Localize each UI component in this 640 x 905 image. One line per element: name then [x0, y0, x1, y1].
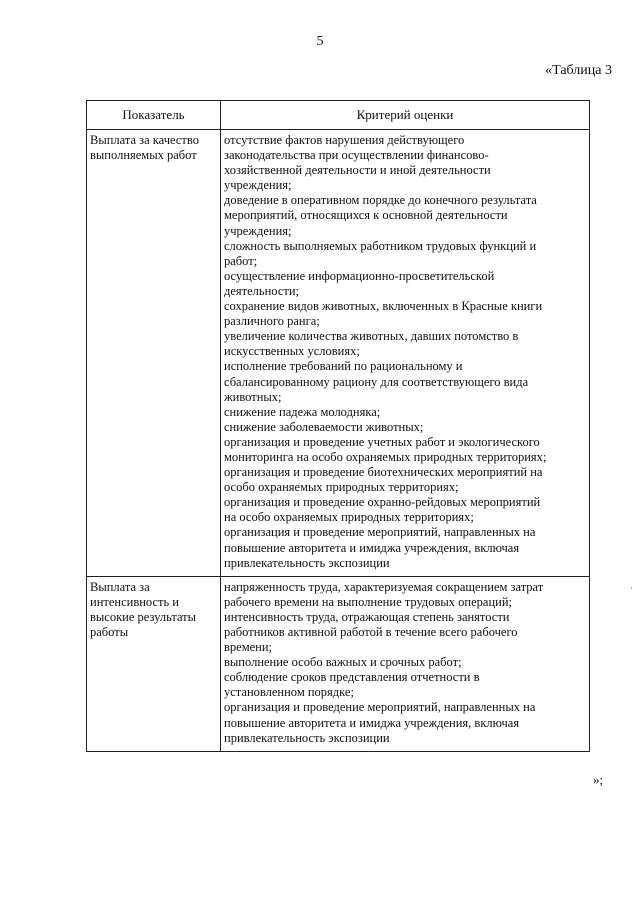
criteria-line: исполнение требований по рациональному и [224, 359, 463, 374]
closing-quote: »; [593, 772, 604, 787]
criteria-line: организация и проведение учетных работ и экологического [224, 434, 540, 449]
indicator-line: выполняемых работ [90, 148, 197, 163]
table-caption: «Таблица 3 [545, 63, 612, 78]
criteria-line: мероприятий, относящихся к основной деятельности [224, 208, 508, 223]
criteria-line: животных; [224, 389, 282, 404]
page-number: 5 [316, 34, 324, 49]
table-header-row [87, 101, 590, 130]
header-criteria: Критерий оценки [221, 101, 590, 130]
criteria-line: хозяйственной деятельности и иной деятельности [224, 163, 491, 178]
indicator-line: работы [90, 625, 129, 639]
criteria-line: организация и проведение биотехнических мероприятий на [224, 465, 543, 480]
criteria-line: доведение в оперативном порядке до конечного результата [224, 193, 537, 208]
criteria-line: законодательства при осуществлении финансово- [224, 148, 489, 163]
criteria-table [86, 100, 590, 752]
criteria-line: организация и проведение мероприятий, направленных на [224, 525, 536, 540]
table-row [87, 130, 590, 577]
criteria-line: работ; [224, 253, 258, 268]
criteria-line: выполнение особо важных и срочных работ; [224, 655, 462, 670]
margin-mark: · [630, 583, 633, 593]
criteria-line: осуществление информационно-просветительской [224, 268, 495, 283]
criteria-line: снижение падежа молодняка; [224, 404, 381, 419]
criteria-cell [221, 130, 590, 577]
criteria-line: соблюдение сроков представления отчетности в [224, 670, 480, 685]
indicator-line: Выплата за качество [90, 133, 199, 147]
criteria-line: привлекательность экспозиции [224, 730, 390, 745]
indicator-line: Выплата за [90, 579, 150, 594]
criteria-line: особо охраняемых природных территориях; [224, 480, 459, 495]
criteria-line: организация и проведение мероприятий, направленных на [224, 700, 536, 715]
criteria-line: работников активной работой в течение всего рабочего [224, 625, 518, 639]
header-indicator: Показатель [87, 101, 221, 130]
criteria-line: сохранение видов животных, включенных в Красные книги [224, 299, 543, 314]
indicator-line: высокие результаты [90, 609, 197, 624]
criteria-cell [221, 576, 590, 751]
criteria-line: привлекательность экспозиции [224, 555, 390, 570]
criteria-line: повышение авторитета и имиджа учреждения, включая [224, 715, 520, 730]
criteria-line: увеличение количества животных, давших потомство в [224, 329, 519, 344]
criteria-line: сложность выполняемых работником трудовых функций и [224, 238, 537, 253]
criteria-line: мониторинга на особо охраняемых природных территориях; [224, 449, 547, 464]
criteria-line: установленном порядке; [224, 685, 354, 700]
criteria-line: на особо охраняемых природных территориях; [224, 510, 474, 525]
indicator-line: интенсивность и [90, 594, 179, 609]
criteria-line: сбалансированному рациону для соответствующего вида [224, 374, 529, 389]
table-row [87, 576, 590, 751]
criteria-line: деятельности; [224, 283, 300, 298]
criteria-line: снижение заболеваемости животных; [224, 419, 424, 434]
criteria-line: интенсивность труда, отражающая степень занятости [224, 609, 510, 624]
criteria-line: различного ранга; [224, 314, 320, 329]
indicator-cell [87, 130, 221, 577]
criteria-line: учреждения; [224, 178, 292, 193]
criteria-line: искусственных условиях; [224, 344, 360, 359]
criteria-line: повышение авторитета и имиджа учреждения, включая [224, 540, 520, 555]
criteria-line: времени; [224, 640, 273, 655]
criteria-line: напряженность труда, характеризуемая сокращением затрат [224, 579, 544, 594]
criteria-line: рабочего времени на выполнение трудовых операций; [224, 594, 513, 609]
criteria-line: организация и проведение охранно-рейдовых мероприятий [224, 495, 541, 510]
indicator-cell [87, 576, 221, 751]
criteria-line: отсутствие фактов нарушения действующего [224, 133, 465, 147]
criteria-line: учреждения; [224, 223, 292, 238]
